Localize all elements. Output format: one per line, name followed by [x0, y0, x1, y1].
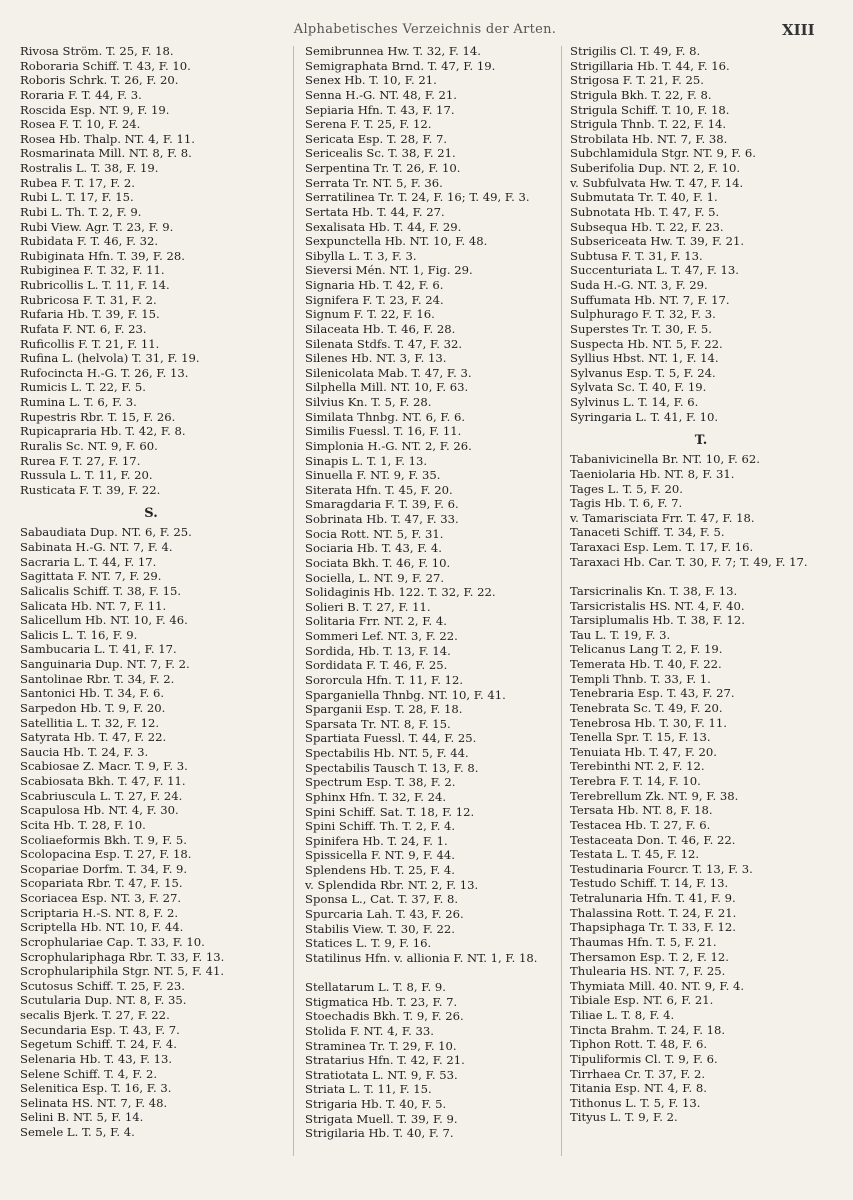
- index-entry: Taraxaci Hb. Car. T. 30, F. 7; T. 49, F. 17.: [570, 554, 808, 569]
- index-entry: Suffumata Hb. NT. 7, F. 17.: [570, 292, 730, 307]
- index-entry: Sparganiella Thnbg. NT. 10, F. 41.: [305, 687, 506, 702]
- index-entry: Russula L. T. 11, F. 20.: [20, 468, 153, 483]
- index-entry: Rubidata F. T. 46, F. 32.: [20, 234, 159, 249]
- index-entry: Spartiata Fuessl. T. 44, F. 25.: [305, 731, 477, 746]
- index-entry: Taraxaci Esp. Lem. T. 17, F. 16.: [570, 540, 754, 554]
- index-entry: Scita Hb. T. 28, F. 10.: [20, 817, 146, 832]
- index-entry: Spinifera Hb. T. 24, F. 1.: [305, 833, 448, 848]
- index-entry: Tityus L. T. 9, F. 2.: [570, 1110, 678, 1125]
- index-entry: Salicata Hb. NT. 7, F. 11.: [20, 598, 167, 613]
- index-entry: Segetum Schiff. T. 24, F. 4.: [20, 1037, 177, 1052]
- entry-list: [305, 44, 567, 951]
- index-entry: Tetralunaria Hfn. T. 41, F. 9.: [570, 891, 736, 905]
- index-entry: Sordidata F. T. 46, F. 25.: [305, 658, 448, 673]
- index-entry: Scolopacina Esp. T. 27, F. 18.: [20, 847, 192, 862]
- index-entry: Sphinx Hfn. T. 32, F. 24.: [305, 789, 447, 804]
- index-entry: Ruralis Sc. NT. 9, F. 60.: [20, 438, 158, 453]
- index-entry: Spectrum Esp. T. 38, F. 2.: [305, 775, 456, 790]
- index-entry: Suberifolia Dup. NT. 2, F. 10.: [570, 161, 741, 175]
- index-entry: Santolinae Rbr. T. 34, F. 2.: [20, 671, 175, 686]
- index-entry: Strigillaria Hb. T. 44, F. 16.: [570, 58, 730, 73]
- index-entry: Sociata Bkh. T. 46, F. 10.: [305, 555, 451, 570]
- index-entry: Syllius Hbst. NT. 1, F. 14.: [570, 351, 719, 366]
- index-entry: Secundaria Esp. T. 43, F. 7.: [20, 1022, 180, 1037]
- index-entry: Roboris Schrk. T. 26, F. 20.: [20, 73, 179, 88]
- index-entry: Similis Fuessl. T. 16, F. 11.: [305, 424, 462, 439]
- index-entry: Suspecta Hb. NT. 5, F. 22.: [570, 336, 723, 351]
- index-entry: Tirrhaea Cr. T. 37, F. 2.: [570, 1066, 706, 1081]
- index-entry: Tabanivicinella Br. NT. 10, F. 62.: [570, 452, 760, 467]
- index-entry: Rubi View. Agr. T. 23, F. 9.: [20, 219, 174, 234]
- index-entry: Thulearia HS. NT. 7, F. 25.: [570, 964, 726, 979]
- index-entry: Signifera F. T. 23, F. 24.: [305, 292, 444, 307]
- page-header: [0, 22, 853, 46]
- index-entry: Stellatarum L. T. 8, F. 9.: [305, 980, 446, 994]
- index-entry: Senna H.-G. NT. 48, F. 21.: [305, 87, 457, 102]
- index-entry: Tanaceti Schiff. T. 34, F. 5.: [570, 525, 725, 540]
- index-entry: Sabaudiata Dup. NT. 6, F. 25.: [20, 525, 192, 540]
- index-entry: Sylvinus L. T. 14, F. 6.: [570, 395, 699, 409]
- index-entry: Tarsiplumalis Hb. T. 38, F. 12.: [570, 613, 745, 628]
- index-entry: Santonici Hb. T. 34, F. 6.: [20, 686, 165, 701]
- entry-list: [570, 44, 832, 424]
- index-entry: Strigula Schiff. T. 10, F. 18.: [570, 102, 730, 117]
- index-entry: Solitaria Frr. NT. 2, F. 4.: [305, 614, 447, 629]
- index-entry: Rufata F. NT. 6, F. 23.: [20, 321, 147, 336]
- index-entry: Scrophulariphaga Rbr. T. 33, F. 13.: [20, 949, 225, 964]
- index-entry: Sociella, L. NT. 9, F. 27.: [305, 570, 445, 585]
- running-title: Alphabetisches Verzeichnis der Arten.: [293, 22, 557, 37]
- index-entry: Stabilis View. T. 30, F. 22.: [305, 921, 455, 936]
- index-entry: Salicis L. T. 16, F. 9.: [20, 627, 138, 642]
- index-entry: Rusticata F. T. 39, F. 22.: [20, 482, 161, 497]
- index-entry: Rubiginata Hfn. T. 39, F. 28.: [20, 248, 185, 263]
- index-entry: Sinuella F. NT. 9, F. 35.: [305, 468, 441, 483]
- index-entry: Socia Rott. NT. 5, F. 31.: [305, 526, 444, 541]
- entry-list: [305, 980, 567, 1141]
- index-entry: Salicellum Hb. NT. 10, F. 46.: [20, 613, 188, 628]
- index-entry: Splendens Hb. T. 25, F. 4.: [305, 863, 455, 877]
- index-entry: Terebinthi NT. 2, F. 12.: [570, 759, 705, 774]
- index-entry: Scabriuscula L. T. 27, F. 24.: [20, 788, 183, 803]
- index-entry: Spectabilis Hb. NT. 5, F. 44.: [305, 746, 469, 760]
- index-entry: Rubricollis L. T. 11, F. 14.: [20, 278, 170, 292]
- index-column-3: [570, 44, 832, 1125]
- index-entry: Sacraria L. T. 44, F. 17.: [20, 554, 157, 569]
- index-entry: Solidaginis Hb. 122. T. 32, F. 22.: [305, 585, 496, 600]
- index-entry: Selini B. NT. 5, F. 14.: [20, 1110, 144, 1125]
- index-entry: Suda H.-G. NT. 3, F. 29.: [570, 278, 708, 292]
- index-entry: Rubi L. T. 17, F. 15.: [20, 190, 134, 205]
- index-entry: Sinapis L. T. 1, F. 13.: [305, 453, 428, 468]
- index-entry: Subchlamidula Stgr. NT. 9, F. 6.: [570, 146, 756, 161]
- index-entry: Rumina L. T. 6, F. 3.: [20, 395, 137, 409]
- index-entry: Thapsiphaga Tr. T. 33, F. 12.: [570, 920, 736, 935]
- index-entry: Sabinata H.-G. NT. 7, F. 4.: [20, 540, 173, 554]
- index-entry: Telicanus Lang T. 2, F. 19.: [570, 642, 723, 657]
- index-entry: Tarsicrinalis Kn. T. 38, F. 13.: [570, 583, 738, 598]
- index-entry: Spurcaria Lah. T. 43, F. 26.: [305, 906, 464, 921]
- index-entry: secalis Bjerk. T. 27, F. 22.: [20, 1008, 170, 1022]
- index-entry: Tenebraria Esp. T. 43, F. 27.: [570, 686, 735, 701]
- index-entry: Scrophulariae Cap. T. 33, F. 10.: [20, 934, 205, 949]
- index-entry: Titania Esp. NT. 4, F. 8.: [570, 1081, 707, 1096]
- index-entry: Scapulosa Hb. NT. 4, F. 30.: [20, 803, 179, 818]
- index-entry: Similata Thnbg. NT. 6, F. 6.: [305, 409, 466, 424]
- index-entry: Superstes Tr. T. 30, F. 5.: [570, 321, 712, 336]
- index-entry: Serpentina Tr. T. 26, F. 10.: [305, 161, 461, 175]
- index-entry: Roraria F. T. 44, F. 3.: [20, 87, 142, 102]
- index-entry: Scoliaeformis Bkh. T. 9, F. 5.: [20, 832, 187, 847]
- entry-list: [570, 584, 832, 1125]
- index-entry: Strobilata Hb. NT. 7, F. 38.: [570, 131, 728, 146]
- index-entry: Sobrinata Hb. T. 47, F. 33.: [305, 512, 459, 526]
- index-entry: Striata L. T. 11, F. 15.: [305, 1082, 432, 1097]
- index-entry: Testata L. T. 45, F. 12.: [570, 847, 700, 862]
- index-entry: Sociaria Hb. T. 43, F. 4.: [305, 541, 442, 556]
- index-entry: Strigilaria Hb. T. 40, F. 7.: [305, 1126, 454, 1141]
- index-entry: Sieversi Mén. NT. 1, Fig. 29.: [305, 263, 473, 278]
- index-entry: Terebrellum Zk. NT. 9, F. 38.: [570, 788, 739, 803]
- index-entry: Tenebrata Sc. T. 49, F. 20.: [570, 700, 723, 715]
- index-entry: Rumicis L. T. 22, F. 5.: [20, 380, 146, 395]
- index-entry: Rubricosa F. T. 31, F. 2.: [20, 292, 157, 307]
- index-entry: Templi Thnb. T. 33, F. 1.: [570, 671, 711, 686]
- index-entry: Satellitia L. T. 32, F. 12.: [20, 715, 160, 730]
- index-entry: Tenella Spr. T. 15, F. 13.: [570, 730, 711, 745]
- index-entry: Syringaria L. T. 41, F. 10.: [570, 409, 719, 424]
- index-entry: Statilinus Hfn. v. allionia F. NT. 1, F. 18.: [305, 950, 538, 965]
- index-entry: Simplonia H.-G. NT. 2, F. 26.: [305, 438, 472, 453]
- index-entry: Sordida, Hb. T. 13, F. 14.: [305, 643, 451, 658]
- index-entry: Thersamon Esp. T. 2, F. 12.: [570, 949, 729, 964]
- index-entry: Rufaria Hb. T. 39, F. 15.: [20, 307, 160, 322]
- index-entry: Subsequa Hb. T. 22, F. 23.: [570, 219, 724, 234]
- index-entry: Rupicapraria Hb. T. 42, F. 8.: [20, 424, 186, 439]
- index-entry: Tages L. T. 5, F. 20.: [570, 481, 683, 496]
- index-column-2: [305, 44, 567, 1141]
- index-entry: Sericealis Sc. T. 38, F. 21.: [305, 146, 456, 161]
- index-entry: Selenitica Esp. T. 16, F. 3.: [20, 1081, 172, 1096]
- index-entry: Strigula Thnb. T. 22, F. 14.: [570, 117, 727, 132]
- index-entry: Stigmatica Hb. T. 23, F. 7.: [305, 994, 458, 1009]
- index-entry: Rubiginea F. T. 32, F. 11.: [20, 263, 165, 278]
- index-entry: Satyrata Hb. T. 47, F. 22.: [20, 730, 167, 745]
- index-entry: Scopariata Rbr. T. 47, F. 15.: [20, 876, 183, 891]
- page-number: XIII: [782, 21, 815, 39]
- index-entry: Scutularia Dup. NT. 8, F. 35.: [20, 993, 187, 1008]
- index-entry: Tersata Hb. NT. 8, F. 18.: [570, 803, 713, 818]
- index-entry: Tiphon Rott. T. 48, F. 6.: [570, 1037, 708, 1052]
- index-entry: Semibrunnea Hw. T. 32, F. 14.: [305, 44, 481, 58]
- section-letter-t: T.: [694, 433, 708, 449]
- index-entry: Tibiale Esp. NT. 6, F. 21.: [570, 993, 714, 1008]
- index-entry: Stratarius Hfn. T. 42, F. 21.: [305, 1053, 465, 1068]
- index-entry: Solieri B. T. 27, F. 11.: [305, 599, 431, 614]
- index-entry: Sepiaria Hfn. T. 43, F. 17.: [305, 102, 455, 117]
- index-entry: Taeniolaria Hb. NT. 8, F. 31.: [570, 466, 735, 481]
- entry-list: [20, 44, 282, 497]
- index-entry: Strigaria Hb. T. 40, F. 5.: [305, 1097, 447, 1111]
- index-entry: Semigraphata Brnd. T. 47, F. 19.: [305, 58, 496, 73]
- index-entry: Subsericeata Hw. T. 39, F. 21.: [570, 234, 745, 249]
- index-entry: Tithonus L. T. 5, F. 13.: [570, 1095, 701, 1110]
- index-entry: Rufina L. (helvola) T. 31, F. 19.: [20, 351, 200, 366]
- section-letter-s: S.: [144, 506, 158, 522]
- index-entry: Terebra F. T. 14, F. 10.: [570, 774, 701, 788]
- index-entry: Succenturiata L. T. 47, F. 13.: [570, 263, 739, 278]
- index-entry: Sagittata F. NT. 7, F. 29.: [20, 569, 162, 584]
- index-entry: Silenata Stdfs. T. 47, F. 32.: [305, 336, 463, 351]
- index-entry: Silenicolata Mab. T. 47, F. 3.: [305, 365, 472, 380]
- index-entry: Scabiosata Bkh. T. 47, F. 11.: [20, 774, 186, 788]
- index-entry: Testudinaria Fourcr. T. 13, F. 3.: [570, 861, 753, 876]
- index-entry: Semele L. T. 5, F. 4.: [20, 1125, 135, 1139]
- index-entry: Serratilinea Tr. T. 24, F. 16; T. 49, F. 3.: [305, 190, 530, 205]
- index-entry: Stoechadis Bkh. T. 9, F. 26.: [305, 1009, 464, 1024]
- index-entry: Rivosa Ström. T. 25, F. 18.: [20, 44, 174, 58]
- index-entry: Sponsa L., Cat. T. 37, F. 8.: [305, 892, 459, 907]
- index-entry: Silvius Kn. T. 5, F. 28.: [305, 395, 432, 409]
- index-entry: Scutosus Schiff. T. 25, F. 23.: [20, 978, 185, 993]
- index-entry: Submutata Tr. T. 40, F. 1.: [570, 190, 718, 205]
- index-entry: Sparsata Tr. NT. 8, F. 15.: [305, 716, 451, 731]
- index-entry: Tiliae L. T. 8, F. 4.: [570, 1008, 675, 1022]
- index-entry: Sambucaria L. T. 41, F. 17.: [20, 642, 177, 657]
- column-divider: [293, 46, 294, 1156]
- index-entry: Sulphurago F. T. 32, F. 3.: [570, 307, 716, 322]
- index-entry: Serrata Tr. NT. 5, F. 36.: [305, 175, 443, 190]
- index-entry: Sexpunctella Hb. NT. 10, F. 48.: [305, 234, 488, 249]
- index-entry: v. Splendida Rbr. NT. 2, F. 13.: [305, 877, 479, 892]
- index-entry: Strigosa F. T. 21, F. 25.: [570, 73, 704, 88]
- index-entry: Spini Schiff. Sat. T. 18, F. 12.: [305, 804, 475, 819]
- index-entry: Scabiosae Z. Macr. T. 9, F. 3.: [20, 759, 188, 774]
- index-entry: Rostralis L. T. 38, F. 19.: [20, 161, 159, 175]
- index-entry: Spini Schiff. Th. T. 2, F. 4.: [305, 819, 456, 834]
- index-entry: Tagis Hb. T. 6, F. 7.: [570, 496, 683, 511]
- index-entry: Rosea F. T. 10, F. 24.: [20, 117, 141, 132]
- index-entry: Salicalis Schiff. T. 38, F. 15.: [20, 583, 182, 598]
- index-entry: Sororcula Hfn. T. 11, F. 12.: [305, 672, 464, 687]
- index-column-1: [20, 44, 282, 1140]
- index-entry: Stratiotata L. NT. 9, F. 53.: [305, 1067, 458, 1082]
- index-entry: Scriptaria H.-S. NT. 8, F. 2.: [20, 905, 179, 920]
- index-entry: Scoriacea Esp. NT. 3, F. 27.: [20, 891, 182, 905]
- index-entry: Thaumas Hfn. T. 5, F. 21.: [570, 934, 717, 949]
- index-entry: Thalassina Rott. T. 24, F. 21.: [570, 905, 737, 920]
- index-entry: Scopariae Dorfm. T. 34, F. 9.: [20, 861, 188, 876]
- index-entry: Tau L. T. 19, F. 3.: [570, 627, 671, 642]
- index-entry: Spissicella F. NT. 9, F. 44.: [305, 848, 455, 863]
- index-entry: Signaria Hb. T. 42, F. 6.: [305, 278, 444, 292]
- index-entry: Tipuliformis Cl. T. 9, F. 6.: [570, 1051, 718, 1066]
- index-entry: Silenes Hb. NT. 3, F. 13.: [305, 351, 447, 366]
- index-entry: Tincta Brahm. T. 24, F. 18.: [570, 1022, 726, 1037]
- index-entry: Temerata Hb. T. 40, F. 22.: [570, 657, 722, 671]
- index-entry: Scriptella Hb. NT. 10, F. 44.: [20, 920, 184, 935]
- index-entry: Tarsicristalis HS. NT. 4, F. 40.: [570, 598, 745, 613]
- index-entry: Sylvata Sc. T. 40, F. 19.: [570, 380, 707, 395]
- index-entry: Thymiata Mill. 40. NT. 9, F. 4.: [570, 978, 745, 993]
- index-entry: Selenaria Hb. T. 43, F. 13.: [20, 1051, 173, 1066]
- index-entry: v. Tamarisciata Frr. T. 47, F. 18.: [570, 510, 755, 525]
- index-entry: Strigula Bkh. T. 22, F. 8.: [570, 87, 712, 102]
- index-entry: Testudo Schiff. T. 14, F. 13.: [570, 876, 729, 891]
- index-entry: Saucia Hb. T. 24, F. 3.: [20, 744, 149, 759]
- index-entry: Scrophulariphila Stgr. NT. 5, F. 41.: [20, 964, 225, 979]
- index-entry: Sibylla L. T. 3, F. 3.: [305, 248, 417, 263]
- index-entry: Rupestris Rbr. T. 15, F. 26.: [20, 409, 176, 424]
- index-entry: Smaragdaria F. T. 39, F. 6.: [305, 497, 459, 512]
- index-entry: Sanguinaria Dup. NT. 7, F. 2.: [20, 657, 190, 671]
- index-entry: Testacea Hb. T. 27, F. 6.: [570, 817, 711, 832]
- entry-list: [570, 452, 832, 554]
- index-entry: Rosea Hb. Thalp. NT. 4, F. 11.: [20, 131, 195, 146]
- index-entry: Sommeri Lef. NT. 3, F. 22.: [305, 629, 458, 643]
- index-entry: Roboraria Schiff. T. 43, F. 10.: [20, 58, 191, 73]
- index-entry: Statices L. T. 9, F. 16.: [305, 936, 432, 951]
- index-entry: Testaceata Don. T. 46, F. 22.: [570, 832, 736, 847]
- index-entry: Selinata HS. NT. 7, F. 48.: [20, 1095, 168, 1110]
- index-entry: Sarpedon Hb. T. 9, F. 20.: [20, 700, 166, 715]
- index-entry: Serena F. T. 25, F. 12.: [305, 117, 432, 132]
- index-entry: Sparganii Esp. T. 28, F. 18.: [305, 702, 463, 717]
- index-entry: Signum F. T. 22, F. 16.: [305, 307, 435, 322]
- index-entry: Stolida F. NT. 4, F. 33.: [305, 1023, 434, 1038]
- index-entry: Sexalisata Hb. T. 44, F. 29.: [305, 219, 462, 234]
- index-entry: Silphella Mill. NT. 10, F. 63.: [305, 380, 469, 395]
- index-entry: Senex Hb. T. 10, F. 21.: [305, 73, 437, 88]
- index-entry: Sylvanus Esp. T. 5, F. 24.: [570, 365, 716, 380]
- index-entry: Selene Schiff. T. 4, F. 2.: [20, 1066, 158, 1081]
- index-entry: Spectabilis Tausch T. 13, F. 8.: [305, 760, 479, 775]
- index-entry: Tenebrosa Hb. T. 30, F. 11.: [570, 715, 727, 730]
- index-entry: Roscida Esp. NT. 9, F. 19.: [20, 102, 170, 117]
- entry-list: [20, 525, 282, 1139]
- index-entry: Strigata Muell. T. 39, F. 9.: [305, 1111, 458, 1126]
- index-entry: Sertata Hb. T. 44, F. 27.: [305, 204, 445, 219]
- index-entry: Rosmarinata Mill. NT. 8, F. 8.: [20, 146, 192, 161]
- index-entry: Subnotata Hb. T. 47, F. 5.: [570, 204, 720, 219]
- index-entry: Rubi L. Th. T. 2, F. 9.: [20, 204, 142, 219]
- index-entry: Straminea Tr. T. 29, F. 10.: [305, 1038, 457, 1053]
- index-entry: Sericata Esp. T. 28, F. 7.: [305, 131, 448, 146]
- index-entry: Silaceata Hb. T. 46, F. 28.: [305, 321, 456, 336]
- index-entry: Rubea F. T. 17, F. 2.: [20, 175, 135, 190]
- index-entry: Rurea F. T. 27, F. 17.: [20, 453, 141, 468]
- index-entry: v. Subfulvata Hw. T. 47, F. 14.: [570, 175, 744, 190]
- index-entry: Subtusa F. T. 31, F. 13.: [570, 248, 703, 263]
- index-entry: Tenuiata Hb. T. 47, F. 20.: [570, 744, 717, 759]
- index-entry: Strigilis Cl. T. 49, F. 8.: [570, 44, 701, 58]
- index-entry: Siterata Hfn. T. 45, F. 20.: [305, 482, 453, 497]
- index-entry: Ruficollis F. T. 21, F. 11.: [20, 336, 160, 351]
- index-entry: Rufocincta H.-G. T. 26, F. 13.: [20, 365, 189, 380]
